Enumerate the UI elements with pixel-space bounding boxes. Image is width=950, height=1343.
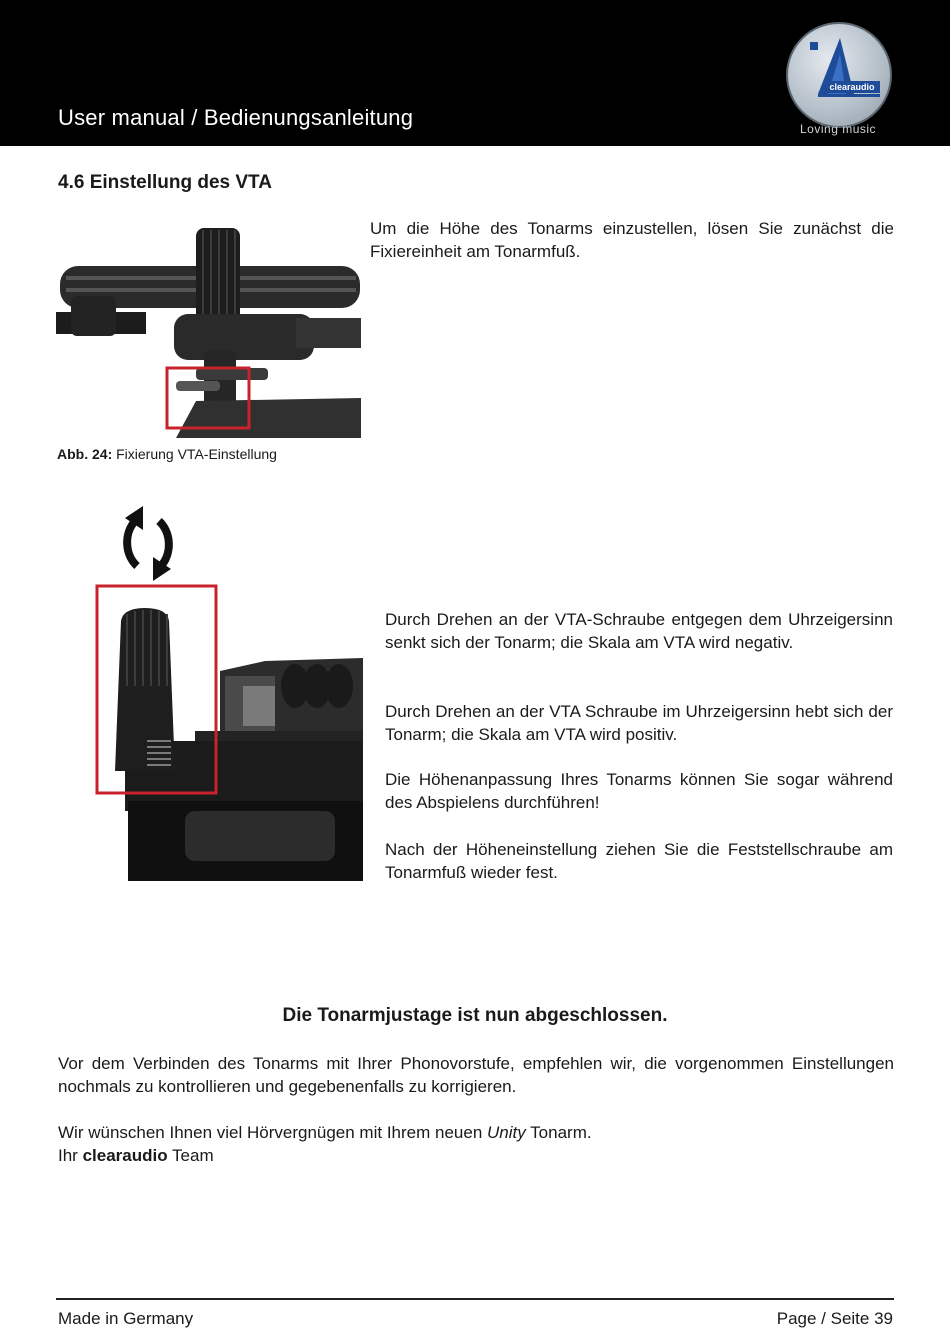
paragraph-tighten: Nach der Höheneinstellung ziehen Sie die Feststellschraube am Tonarmfuß wieder fest. (385, 840, 893, 882)
footer-made-in: Made in Germany (58, 1309, 194, 1328)
caption-text: Fixierung VTA-Einstellung (116, 446, 277, 462)
vta-screw-photo (95, 496, 363, 881)
paragraph-recommendation: Vor dem Verbinden des Tonarms mit Ihrer Phonovorstufe, empfehlen wir, die vorgenommen Einstellungen nochmals zu kontrollieren und gegebenenfalls zu korrigieren. (58, 1054, 894, 1096)
signoff-suffix: Team (172, 1146, 214, 1165)
footer-page-number: Page / Seite 39 (776, 1309, 893, 1328)
product-name: Unity (487, 1123, 526, 1142)
signoff-prefix: Ihr (58, 1146, 78, 1165)
section-title: 4.6 Einstellung des VTA (58, 172, 272, 193)
logo-wordmark: clearaudio (824, 81, 880, 93)
paragraph-during-play: Die Höhenanpassung Ihres Tonarms können Sie sogar während des Abspielens durchführen! (385, 770, 893, 812)
figure-caption (57, 446, 277, 462)
header-title: User manual / Bedienungsanleitung (58, 105, 414, 130)
paragraph-counterclockwise: Durch Drehen an der VTA-Schraube entgegen dem Uhrzeigersinn senkt sich der Tonarm; die Skala am VTA wird negativ. (385, 610, 893, 652)
clearaudio-logo (786, 22, 892, 128)
paragraph-clockwise: Durch Drehen an der VTA Schraube im Uhrzeigersinn hebt sich der Tonarm; die Skala am VTA wird positiv. (385, 702, 893, 744)
page-header (0, 0, 950, 146)
tagline: Loving music (800, 122, 877, 136)
wish-before: Wir wünschen Ihnen viel Hörvergnügen mit Ihrem neuen (58, 1123, 483, 1142)
wish-after: Tonarm. (530, 1123, 592, 1142)
caption-label: Abb. 24: (57, 446, 113, 462)
closing-wishes (58, 1121, 894, 1167)
tonearm-base-photo (56, 226, 361, 438)
paragraph-loosen: Um die Höhe des Tonarms einzustellen, lösen Sie zunächst die Fixiereinheit am Tonarmfuß. (370, 219, 894, 261)
footer-divider (56, 1298, 894, 1300)
brand-name: clearaudio (82, 1146, 168, 1165)
conclusion-heading: Die Tonarmjustage ist nun abgeschlossen. (282, 1005, 668, 1026)
